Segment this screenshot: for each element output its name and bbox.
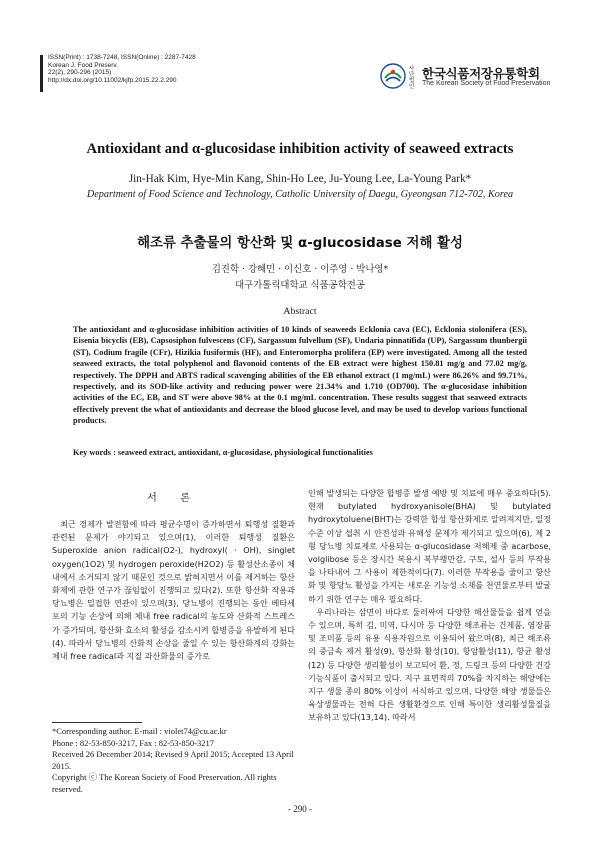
society-logo <box>380 63 560 93</box>
journal-name-line: Korean J. Food Preserv. <box>48 61 118 69</box>
copyright: Copyright ⓒ The Korean Society of Food Preservation. All rights reserved. <box>52 772 277 794</box>
authors-en: Jin-Hak Kim, Hye-Min Kang, Shin-Ho Lee, Ju-Young Lee, La-Young Park* <box>128 173 472 185</box>
affiliation-ko: 대구가톨릭대학교 식품공학전공 <box>235 280 365 291</box>
volume-line: 22(2), 290-296 (2015) <box>48 69 112 77</box>
corresponding-author: *Corresponding author. E-mail : violet74@cu.ac.kr <box>52 726 227 736</box>
logo-english-name: The Korean Society of Food Preservation <box>422 80 551 87</box>
logo-corp-label: 사단법인 <box>409 66 415 90</box>
article-title-en: Antioxidant and α-glucosidase inhibition activity of seaweed extracts <box>86 141 514 157</box>
article-title-ko: 해조류 추출물의 항산화 및 α-glucosidase 저해 활성 <box>137 236 463 251</box>
issn-line: ISSN(Print) : 1738-7248, ISSN(Online) : 2287-7428 <box>48 54 196 61</box>
page-number: - 290 - <box>288 804 312 814</box>
logo-korean-name: 한국식품저장유통학회 <box>422 66 540 81</box>
keywords: Key words : seaweed extract, antioxidant, α-glucosidase, physiological functionalities <box>73 448 373 457</box>
body-column-right <box>308 487 551 725</box>
paragraph: 인해 발생되는 다양한 합병증 발생 예방 및 치료에 매우 중요하다(5). 현재 butylated hydroxyanisole(BHA) 및 butylated hydroxytoluene(BHT)는 강력한 합성 항산화제로 알려져지만, 일정 수준 이상 섭취 시 안전성과 유해성 문제가 제기되고 있으며(6), 제 2형 당뇨병 치료제로 사용되는 α-glucosidase 저해제 중 acarbose, volglibose 등은 장시간 복용시 복부팽만감, 구토, 설사 등의 부작용을 나타내어 그 사용이 제한적이다(7). 이러한 부작용을 줄이고 항산화 및 항당뇨 활성을 가지는 새로운 기능성 소재를 천연물로부터 발굴하기 위한 연구는 매우 필요하다. <box>308 488 551 604</box>
doi-link[interactable]: http://dx.doi.org/10.11002/kjfp.2015.22.2.290 <box>48 76 177 84</box>
paragraph: 우리나라는 삼면이 바다로 둘러싸여 다양한 해산물들을 쉽게 얻을 수 있으며, 특히 김, 미역, 다시마 등 다양한 해조류는 건제품, 염장품 및 조미품 등의 유용 식용자원으로 이용되어 왔으며(8), 최근 해조류의 중금속 제거 활성(9), 항산화 활성(10), 항암활성(11), 항균 활성(12) 등 다양한 생리활성이 보고되어 환, 정, 드링크 등의 다양한 건강기능식품이 출시되고 있다. 지구 표면적의 70%를 차지하는 해양에는 지구 생물 종의 80% 이상이 서식하고 있으며, 다양한 해양 생물들은 육상생물과는 전혀 다른 생활환경으로 인해 특이한 생리활성물질을 보유하고 있다(13,14). 따라서 <box>308 606 551 723</box>
society-emblem-icon <box>380 63 406 89</box>
affiliation-en: Department of Food Science and Technology, Catholic University of Daegu, Gyeongsan 712-702, Korea <box>86 189 514 200</box>
received-dates: Received 26 December 2014; Revised 9 April 2015; Accepted 13 April 2015. <box>52 749 294 771</box>
journal-meta <box>48 54 196 84</box>
meta-bar-decoration <box>40 55 43 92</box>
abstract-text: The antioxidant and α-glucosidase inhibition activities of 10 kinds of seaweeds Ecklonia cava (EC), Ecklonia stolonifera (ES), Eisenia bicyclis (EB), Capsosiphon fulvescens (CF), Sargassum fulvellum (SF), Undaria pinnatifida (UP), Sargassum thunbergii (ST), Codium fragile (CFr), Hizikia fusiformis (HF), and Enteromorpha prolifera (EP) were investigated. Among all the tested seaweed extracts, the total polyphenol and flavonoid contents of the EB extract were highest 150.81 mg/g and 77.02 mg/g, respectively. The DPPH and ABTS radical scavenging abilities of the EB ethanol extract (1 mg/mL) were 86.26% and 99.71%, respectively, and its SOD-like activity and reducing power were 21.34% and 1.710 (OD700). The α-glucosidase inhibition activities of the EC, EB, and ST were above 98% at the 0.1 mg/mL concentration. These results suggest that seaweed extracts effectively prevent the what of antioxidants and decrease the blood glucose level, and may be used to develop various functional products. <box>73 325 527 426</box>
section-heading-introduction: 서 론 <box>147 493 200 504</box>
contact-phone: Phone : 82-53-850-3217, Fax : 82-53-850-3217 <box>52 737 214 748</box>
body-column-left <box>52 518 295 663</box>
abstract-heading: Abstract <box>283 306 317 317</box>
footnote-rule <box>52 722 142 723</box>
paragraph: 최근 경제가 발전함에 따라 평균수명이 증가하면서 퇴행성 질환과 관련된 문제가 야기되고 있으며(1), 이러한 퇴행성 질환은 Superoxide anion radical(O2-), hydroxyl( · OH), singlet oxygen(1O2) 및 hydrogen peroxide(H2O2) 등 활성산소종이 체내에서 소거되지 않기 때문인 것으로 밝혀지면서 이를 제거하는 항산화제에 관한 연구가 끊임없이 진행되고 있다(2). 또한 항산화 작용과 당뇨병은 밀접한 연관이 있으며(3), 당뇨병이 진행되는 동안 베타세포의 기능 손상에 의해 체내 free radical의 농도와 산화적 스트레스가 증가되며, 항산화 효소의 활성을 감소시켜 합병증을 유발하게 된다(4). 따라서 당뇨병의 산화적 손상을 줄일 수 있는 항산화계의 강화는 체내 free radical과 지질 과산화물의 증가로 <box>52 519 295 662</box>
footnote <box>52 726 295 796</box>
authors-ko: 김진학 · 강혜민 · 이신호 · 이주영 · 박나영* <box>211 264 389 275</box>
